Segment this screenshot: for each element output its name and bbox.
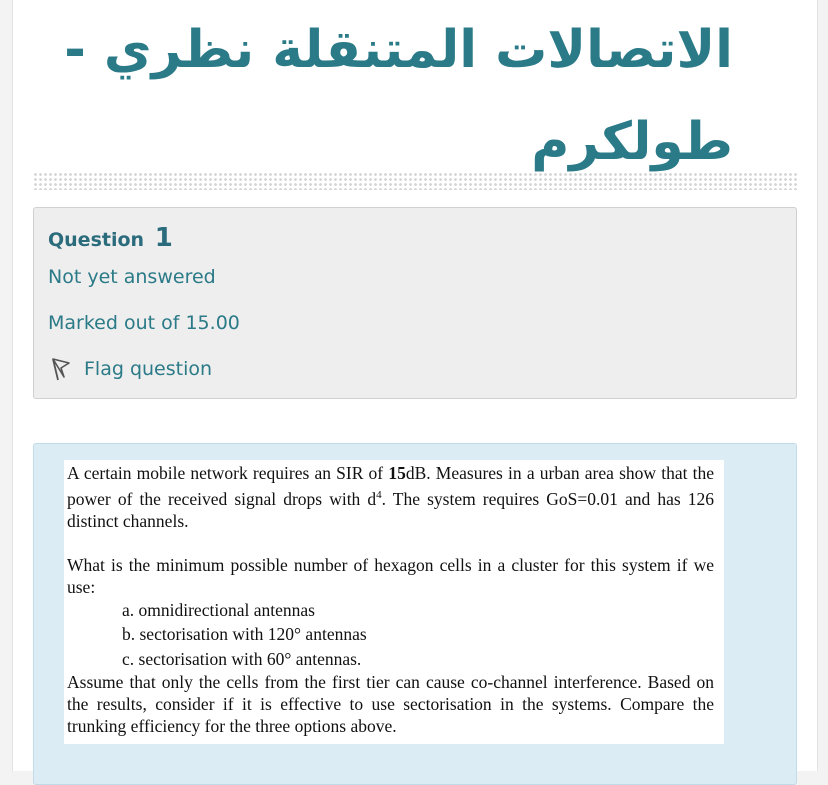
question-text: A certain mobile network requires an SIR of	[67, 463, 389, 483]
question-grade: Marked out of 15.00	[48, 312, 240, 334]
question-number	[48, 223, 173, 253]
dotted-divider	[33, 172, 797, 190]
question-paragraph-1	[64, 462, 724, 532]
course-title-line-1: الاتصالات المتنقلة نظري -	[64, 20, 733, 80]
option-c: c. sectorisation with 60° antennas.	[122, 648, 362, 669]
question-paragraph-2: What is the minimum possible number of hexagon cells in a cluster for this system if we use:	[67, 554, 714, 597]
question-label: Question	[48, 229, 145, 251]
flag-icon	[48, 356, 74, 382]
question-text: dB. Measures in a urban area show that the power of the received signal drops with d	[67, 463, 715, 509]
page-container	[12, 0, 818, 771]
flag-question-button[interactable]	[48, 356, 212, 382]
question-number-value: 1	[154, 223, 173, 253]
option-a: a. omnidirectional antennas	[122, 599, 315, 620]
question-info-panel	[33, 207, 797, 399]
question-text: . The system requires GoS=0.01 and has 126 distinct channels.	[67, 488, 714, 531]
question-text-image	[64, 460, 724, 744]
sir-value: 15	[388, 463, 406, 483]
question-paragraph-3: Assume that only the cells from the first tier can cause co-channel interference. Based on the results, consider if it is effective to use sectorisation in the systems. Compare the trunking efficiency for the three options above.	[67, 672, 714, 737]
course-title	[33, 4, 733, 188]
course-title-line-2: طولكرم	[531, 112, 733, 172]
exponent: 4	[376, 489, 382, 501]
option-b: b. sectorisation with 120° antennas	[122, 624, 367, 645]
question-state: Not yet answered	[48, 266, 216, 288]
question-formulation	[33, 443, 797, 785]
flag-question-label: Flag question	[84, 358, 213, 380]
